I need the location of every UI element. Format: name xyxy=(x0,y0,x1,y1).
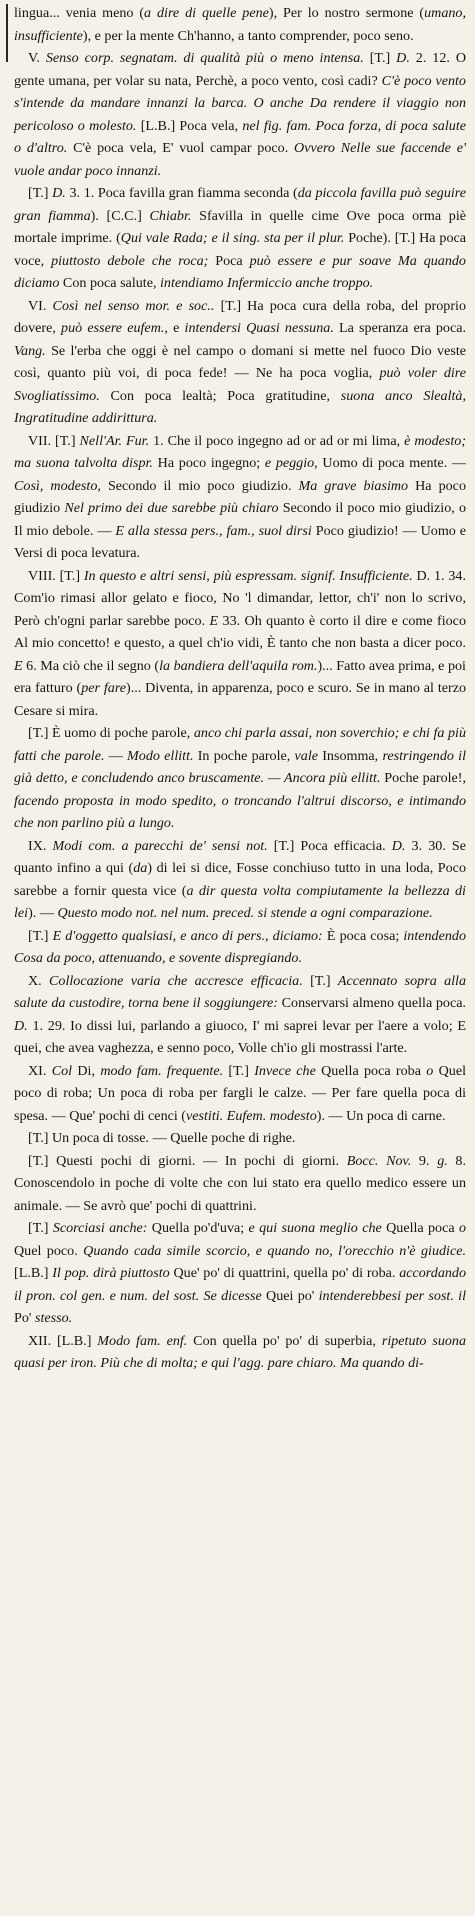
entry-paragraph: [T.] Un poca di tosse. — Quelle poche di righe. xyxy=(28,1130,296,1146)
entry-paragraph: IX. Modi com. a parecchi de' sensi not. [T.] Poca efficacia. D. 3. 30. Se quanto infino a qui (da) di lei si dice, Fosse conchiuso tutto in una loda, Poco sarebbe a fornir questa vice (a dir questa volta compiutamente la bellezza di lei). — Questo modo not. nel num. preced. si stende a ogni comparazione. xyxy=(14,837,467,921)
entry-paragraph: lingua... venia meno (a dire di quelle pene), Per lo nostro sermone (umano, insufficiente), e per la mente Ch'hanno, a tanto comprender, poco seno. xyxy=(14,5,466,44)
entry-body xyxy=(14,2,466,1375)
entry-paragraph: V. Senso corp. segnatam. di qualità più o meno intensa. [T.] D. 2. 12. O gente umana, per volar su nata, Perchè, a poco vento, così cadi? C'è poco vento s'intende da mandare innanzi la barca. O anche Da rendere il viaggio non pericoloso o molesto. [L.B.] Poca vela, nel fig. fam. Poca forza, di poca salute o d'altro. C'è poca vela, E' vuol campar poco. Ovvero Nelle sue faccende e' vuole andar poco innanzi. xyxy=(14,50,467,179)
entry-paragraph: VI. Così nel senso mor. e soc.. [T.] Ha poca cura della roba, del proprio dovere, può essere eufem., e intendersi Quasi nessuna. La speranza era poca. Vang. Se l'erba che oggi è nel campo o domani si mette nel fuoco Dio veste così, quanto più voi, di poca fede! — Ne ha poca voglia, può voler dire Svogliatissimo. Con poca lealtà; Poca gratitudine, suona anco Slealtà, Ingratitudine addirittura. xyxy=(14,297,467,426)
entry-paragraph: VII. [T.] Nell'Ar. Fur. 1. Che il poco ingegno ad or ad or mi lima, è modesto; ma suona talvolta dispr. Ha poco ingegno; e peggio, Uomo di poca mente. — Così, modesto, Secondo il mio poco giudizio. Ma grave biasimo Ha poco giudizio Nel primo dei due sarebbe più chiaro Secondo il poco mio giudizio, o Il mio debole. — E alla stessa pers., fam., suol dirsi Poco giudizio! — Uomo e Versi di poca levatura. xyxy=(14,432,467,561)
entry-paragraph: [T.] È uomo di poche parole, anco chi parla assai, non soverchio; e chi fa più fatti che parole. — Modo ellitt. In poche parole, vale Insomma, restringendo il già detto, e concludendo anco bruscamente. — Ancora più ellitt. Poche parole!, facendo proposta in modo spedito, o troncando l'altrui discorso, e intimando che non parlino più a lungo. xyxy=(14,725,467,831)
entry-paragraph: [T.] E d'oggetto qualsiasi, e anco di pers., diciamo: È poca cosa; intendendo Cosa da poco, attenuando, e sovente dispregiando. xyxy=(14,927,466,966)
entry-paragraph: XII. [L.B.] Modo fam. enf. Con quella po' po' di superbia, ripetuto suona quasi per iron. Più che di molta; e qui l'agg. pare chiaro. Ma quando di- xyxy=(14,1332,467,1371)
entry-paragraph: VIII. [T.] In questo e altri sensi, più espressam. signif. Insufficiente. D. 1. 34. Com'io rimasi allor gelato e fioco, No 'l dimandar, lettor, ch'i' non lo scrivo, Però ch'ogni parlar sarebbe poco. E 33. Oh quanto è corto il dire e come fioco Al mio concetto! e questo, a quel ch'io vidi, È tanto che non basta a dicer poco. E 6. Ma ciò che il segno (la bandiera dell'aquila rom.)... Fatto avea prima, e poi era fatturo (per fare)... Diventa, in apparenza, poco e scuro. Se in mano al terzo Cesare si mira. xyxy=(14,567,466,719)
entry-paragraph: XI. Col Di, modo fam. frequente. [T.] Invece che Quella poca roba o Quel poco di roba; Un poca di roba per fargli le calze. — Per fare quella poca di spesa. — Que' pochi di cenci (vestiti. Eufem. modesto). — Un poca di carne. xyxy=(14,1062,466,1124)
entry-paragraph: [T.] Questi pochi di giorni. — In pochi di giorni. Bocc. Nov. 9. g. 8. Conoscendolo in poche di volte che con lui stato era quello medico essere un animale. — Se avrò que' pochi di quattrini. xyxy=(14,1152,467,1214)
margin-rule xyxy=(6,4,8,62)
entry-paragraph: X. Collocazione varia che accresce efficacia. [T.] Accennato sopra alla salute da custodire, torna bene il soggiungere: Conservarsi almeno quella poca. D. 1. 29. Io dissi lui, parlando a giuoco, I' mi saprei levar per l'aere a volo; E quei, che avea vaghezza, e senno poco, Volle ch'io gli mostrassi l'arte. xyxy=(14,972,466,1056)
entry-paragraph: [T.] Scorciasi anche: Quella po'd'uva; e qui suona meglio che Quella poca o Quel poco. Quando cada simile scorcio, e quando no, l'orecchio n'è giudice. [L.B.] Il pop. dirà piuttosto Que' po' di quattrini, quella po' di roba. accordando il pron. col gen. e num. del sost. Se dicesse Quei po' intenderebbesi per sost. il Po' stesso. xyxy=(14,1220,467,1326)
entry-paragraph: [T.] D. 3. 1. Poca favilla gran fiamma seconda (da piccola favilla può seguire gran fiamma). [C.C.] Chiabr. Sfavilla in quelle cime Ove poca orma piè mortale imprime. (Qui vale Rada; e il sing. sta per il plur. Poche). [T.] Ha poca voce, piuttosto debole che roca; Poca può essere e pur soave Ma quando diciamo Con poca salute, intendiamo Infermiccio anche troppo. xyxy=(14,185,467,291)
